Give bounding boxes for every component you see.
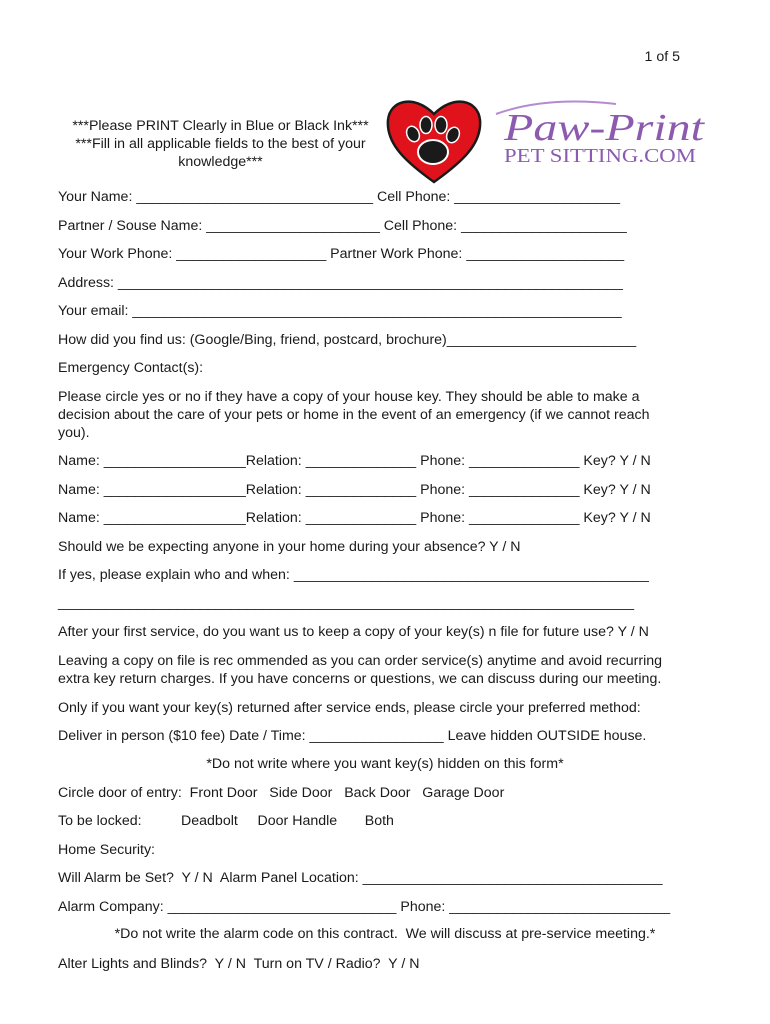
explain-continuation-line[interactable]: _________________________________________________________________________ [58,595,634,611]
recommendation-line-2: extra key return charges. If you have concerns or questions, we can discuss during our meeting. [58,671,662,687]
explain-line[interactable]: If yes, please explain who and when: _____________________________________________ [58,567,649,583]
heart-paw-icon [388,102,480,182]
found-us-line[interactable]: How did you find us: (Google/Bing, friend, postcard, brochure)________________________ [58,332,637,348]
alarm-code-note: *Do not write the alarm code on this contract. We will discuss at pre-service meeting.* [114,926,656,942]
page-number: 1 of 5 [644,49,680,65]
key-instructions-line-1: Please circle yes or no if they have a copy of your house key. They should be able to make a [58,389,640,405]
lights-tv-line[interactable]: Alter Lights and Blinds? Y / N Turn on TV / Radio? Y / N [58,956,420,972]
key-hiding-note: *Do not write where you want key(s) hidden on this form* [206,756,564,772]
contact-row-1[interactable]: Name: __________________Relation: ______________ Phone: ______________ Key? Y / N [58,453,651,469]
return-method-instructions: Only if you want your key(s) returned after service ends, please circle your preferred method: [58,700,641,716]
emergency-heading: Emergency Contact(s): [58,360,204,376]
instruction-line-1: ***Please PRINT Clearly in Blue or Black Ink*** [72,118,369,134]
instruction-line-2: ***Fill in all applicable fields to the best of your [75,136,366,152]
work-phone-line[interactable]: Your Work Phone: ___________________ Partner Work Phone: ____________________ [58,246,625,262]
instruction-line-3: knowledge*** [178,154,263,170]
your-name-line[interactable]: Your Name: ______________________________ Cell Phone: _____________________ [58,189,620,205]
paw-print-logo [386,92,716,188]
contact-row-2[interactable]: Name: __________________Relation: ______________ Phone: ______________ Key? Y / N [58,482,651,498]
partner-name-line[interactable]: Partner / Souse Name: ______________________ Cell Phone: _____________________ [58,218,627,234]
key-instructions-line-3: you). [58,425,90,441]
delivery-options-line[interactable]: Deliver in person ($10 fee) Date / Time: _________________ Leave hidden OUTSIDE house. [58,728,647,744]
lock-type-line[interactable]: To be locked: Deadbolt Door Handle Both [58,813,394,829]
form-instructions [58,117,383,171]
key-instructions-line-2: decision about the care of your pets or home in the event of an emergency (if we cannot reach [58,407,650,423]
email-line[interactable]: Your email: ______________________________________________________________ [58,303,622,319]
recommendation-note [58,652,718,688]
contact-row-3[interactable]: Name: __________________Relation: ______________ Phone: ______________ Key? Y / N [58,510,651,526]
key-instructions [58,388,718,442]
address-line[interactable]: Address: ________________________________________________________________ [58,275,623,291]
recommendation-line-1: Leaving a copy on file is rec ommended as you can order service(s) anytime and avoid recurring [58,653,663,669]
door-entry-line[interactable]: Circle door of entry: Front Door Side Door Back Door Garage Door [58,785,505,801]
alarm-company-line[interactable]: Alarm Company: _____________________________ Phone: ____________________________ [58,899,671,915]
alarm-set-line[interactable]: Will Alarm be Set? Y / N Alarm Panel Location: ______________________________________ [58,870,663,886]
home-security-heading: Home Security: [58,842,155,858]
brand-name: Paw-Print [502,107,706,149]
keep-key-question[interactable]: After your first service, do you want us to keep a copy of your key(s) n file for future use? Y / N [58,624,649,640]
brand-subtitle: PET SITTING.COM [504,145,697,167]
expecting-question[interactable]: Should we be expecting anyone in your home during your absence? Y / N [58,539,521,555]
